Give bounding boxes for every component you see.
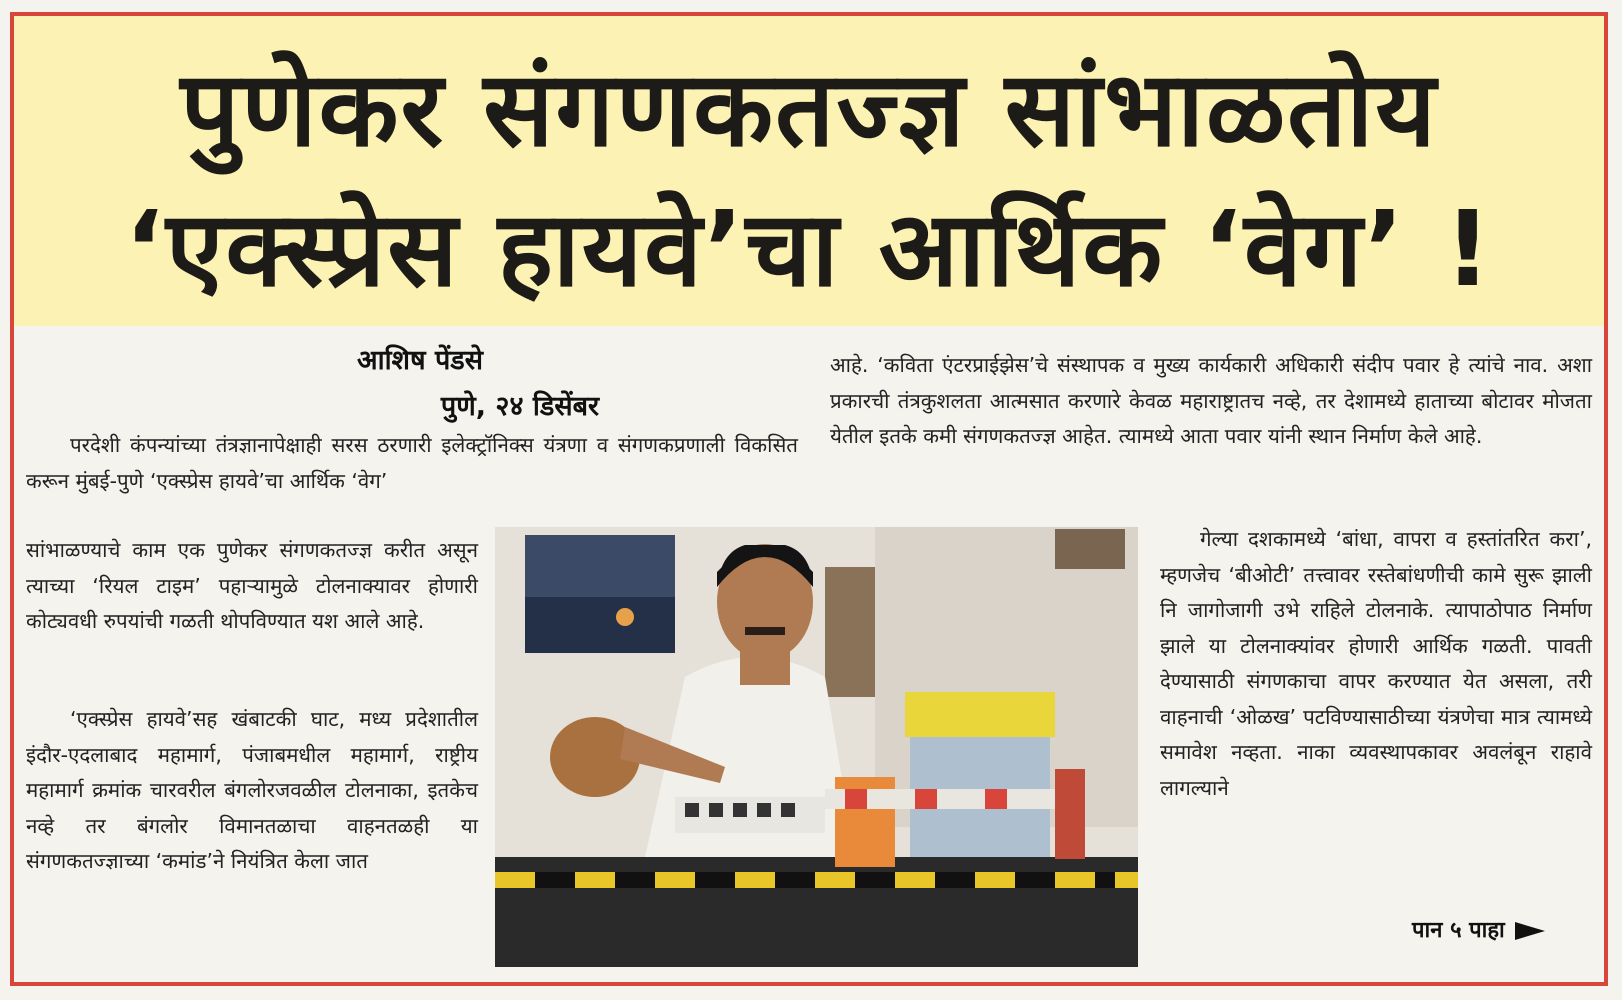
article-column2-second: गेल्या दशकामध्ये ‘बांधा, वापरा व हस्तांतरित करा’, म्हणजेच ‘बीओटी’ तत्त्वावर रस्तेबांधणीची कामे सुरू झाली नि जागोजागी उभे राहिले टोलनाके. त्यापाठोपाठ निर्माण झाले या टोलनाक्यांवर होणारी आर्थिक गळती. पावती देण्यासाठी संगणकाचा वापर करण्यात येत असला, तरी वाहनाची ‘ओळख’ पटविण्यासाठीच्या यंत्रणेचा मात्र त्यामध्ये समावेश नव्हता. नाका व्यवस्थापकावर अवलंबून राहावे लागल्याने bbox=[1160, 527, 1592, 800]
article-intro: परदेशी कंपन्यांच्या तंत्रज्ञानापेक्षाही सरस ठरणारी इलेक्ट्रॉनिक्स यंत्रणा व संगणकप्रणाली विकसित करून मुंबई-पुणे ‘एक्स्प्रेस हायवे’चा आर्थिक ‘वेग’ bbox=[26, 433, 798, 493]
article-column1-second: ‘एक्स्प्रेस हायवे’सह खंबाटकी घाट, मध्य प्रदेशातील इंदौर-एदलाबाद महामार्ग, पंजाबमधील महामार्ग, राष्ट्रीय महामार्ग क्रमांक चारवरील बंगलोरजवळील टोलनाका, इतकेच नव्हे तर बंगलोर विमानतळाचा वाहनतळही या संगणकतज्ज्ञाच्या ‘कमांड’ने नियंत्रित केला जात bbox=[26, 707, 478, 873]
author-name: आशिष पेंडसे bbox=[357, 345, 483, 376]
headline-line-1: पुणेकर संगणकतज्ज्ञ सांभाळतोय bbox=[180, 48, 1438, 170]
dateline: पुणे, २४ डिसेंबर bbox=[440, 391, 600, 422]
article-column2-top: आहे. ‘कविता एंटरप्राईझेस’चे संस्थापक व मुख्य कार्यकारी अधिकारी संदीप पवार हे त्यांचे नाव. अशा प्रकारची तंत्रकुशलता आत्मसात करणारे केवळ महाराष्ट्रातच नव्हे, तर देशामध्ये हाताच्या बोटावर मोजता येतील इतके कमी संगणकतज्ज्ञ आहेत. त्यामध्ये आता पवार यांनी स्थान निर्माण केले आहे. bbox=[830, 353, 1592, 448]
continued-on-page-label: पान ५ पाहा bbox=[1412, 918, 1505, 943]
headline-line-2: ‘एक्स्प्रेस हायवे’चा आर्थिक ‘वेग’ ! bbox=[124, 188, 1494, 310]
clipping-border bbox=[10, 12, 1608, 986]
article-column1-continued: सांभाळण्याचे काम एक पुणेकर संगणकतज्ज्ञ करीत असून त्याच्या ‘रियल टाइम’ पहाऱ्यामुळे टोलनाक्यावर होणारी कोट्यवधी रुपयांची गळती थोपविण्यात यश आले आहे. bbox=[26, 538, 478, 633]
